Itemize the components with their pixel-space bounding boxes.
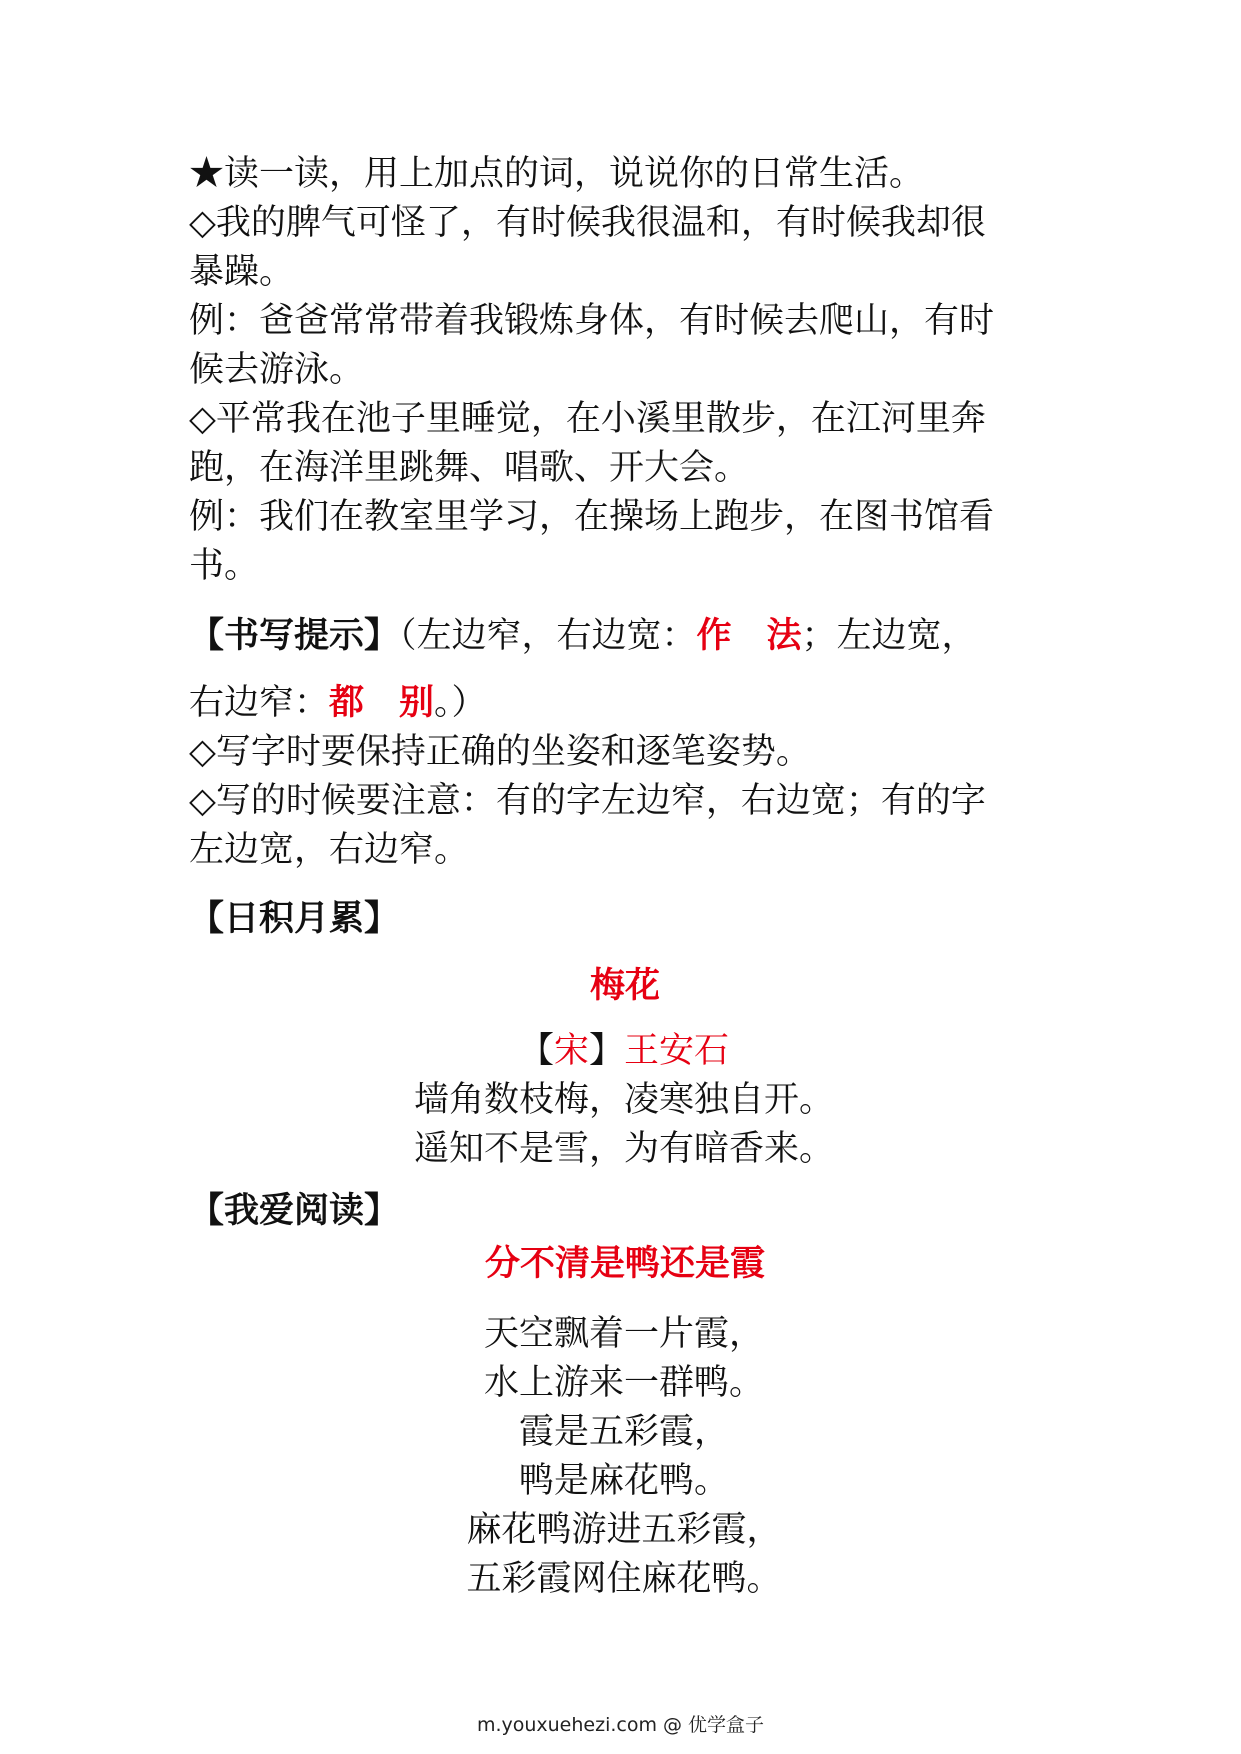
plum-poem-byline xyxy=(189,1027,1059,1076)
writing-hint-part-1: （左边窄，右边宽： xyxy=(399,616,697,656)
writing-hint-line-2 xyxy=(189,679,1059,728)
plum-poem-line-2: 遥知不是雪，为有暗香来。 xyxy=(413,1129,834,1169)
byline-bracket-close: 】 xyxy=(589,1031,625,1071)
writing-hint-part-3: 右边窄： xyxy=(189,683,330,723)
duck-poem-line-1: 天空飘着一片霞， xyxy=(483,1314,764,1354)
duck-poem-line-5: 麻花鸭游进五彩霞， xyxy=(466,1510,782,1550)
love-reading-heading: 【我爱阅读】 xyxy=(189,1191,400,1231)
byline-bracket-open: 【 xyxy=(518,1031,554,1071)
reading-instruction: ★读一读，用上加点的词，说说你的日常生活。 xyxy=(189,154,925,194)
accumulation-heading: 【日积月累】 xyxy=(189,899,400,939)
writing-tip-2-line-1: ◇写的时候要注意：有的字左边窄，右边宽；有的字 xyxy=(189,781,986,821)
plum-poem-title: 梅花 xyxy=(589,966,660,1006)
poem-author: 王安石 xyxy=(624,1031,730,1071)
poem-dynasty: 宋 xyxy=(553,1031,589,1071)
reading-example-1-line-1: 例：爸爸常常带着我锻炼身体，有时候去爬山，有时 xyxy=(189,301,995,341)
reading-example-2-line-2: 书。 xyxy=(189,546,260,586)
writing-hint-part-2: ；左边宽， xyxy=(801,616,977,656)
writing-tip-2-line-2: 左边宽，右边窄。 xyxy=(189,830,470,870)
writing-hint-part-4: 。） xyxy=(434,683,487,723)
plum-poem-line-1: 墙角数枝梅，凌寒独自开。 xyxy=(413,1080,834,1120)
reading-example-2-line-1: 例：我们在教室里学习，在操场上跑步，在图书馆看 xyxy=(189,497,995,537)
duck-poem-line-3: 霞是五彩霞， xyxy=(518,1412,729,1452)
reading-item-1-line-2: 暴躁。 xyxy=(189,252,295,292)
writing-hint-line-1 xyxy=(189,607,1059,665)
reading-item-2-line-2: 跑，在海洋里跳舞、唱歌、开大会。 xyxy=(189,448,750,488)
reading-example-1-line-2: 候去游泳。 xyxy=(189,350,365,390)
reading-item-1-line-1: ◇我的脾气可怪了，有时候我很温和，有时候我却很 xyxy=(189,203,986,243)
document-body xyxy=(189,150,1059,1604)
duck-poem-line-4: 鸭是麻花鸭。 xyxy=(518,1461,729,1501)
reading-item-2-line-1: ◇平常我在池子里睡觉，在小溪里散步，在江河里奔 xyxy=(189,399,986,439)
duck-poem-title: 分不清是鸭还是霞 xyxy=(484,1244,765,1284)
writing-tip-1: ◇写字时要保持正确的坐姿和逐笔姿势。 xyxy=(189,732,811,772)
writing-heading: 【书写提示】 xyxy=(189,616,400,656)
footer-watermark: m.youxuehezi.com @ 优学盒子 xyxy=(476,1714,765,1736)
writing-example-chars-1: 作 法 xyxy=(696,616,802,656)
writing-example-chars-2: 都 别 xyxy=(329,683,435,723)
duck-poem-line-2: 水上游来一群鸭。 xyxy=(483,1363,764,1403)
duck-poem-body xyxy=(189,1310,1059,1604)
duck-poem-line-6: 五彩霞网住麻花鸭。 xyxy=(466,1559,782,1599)
